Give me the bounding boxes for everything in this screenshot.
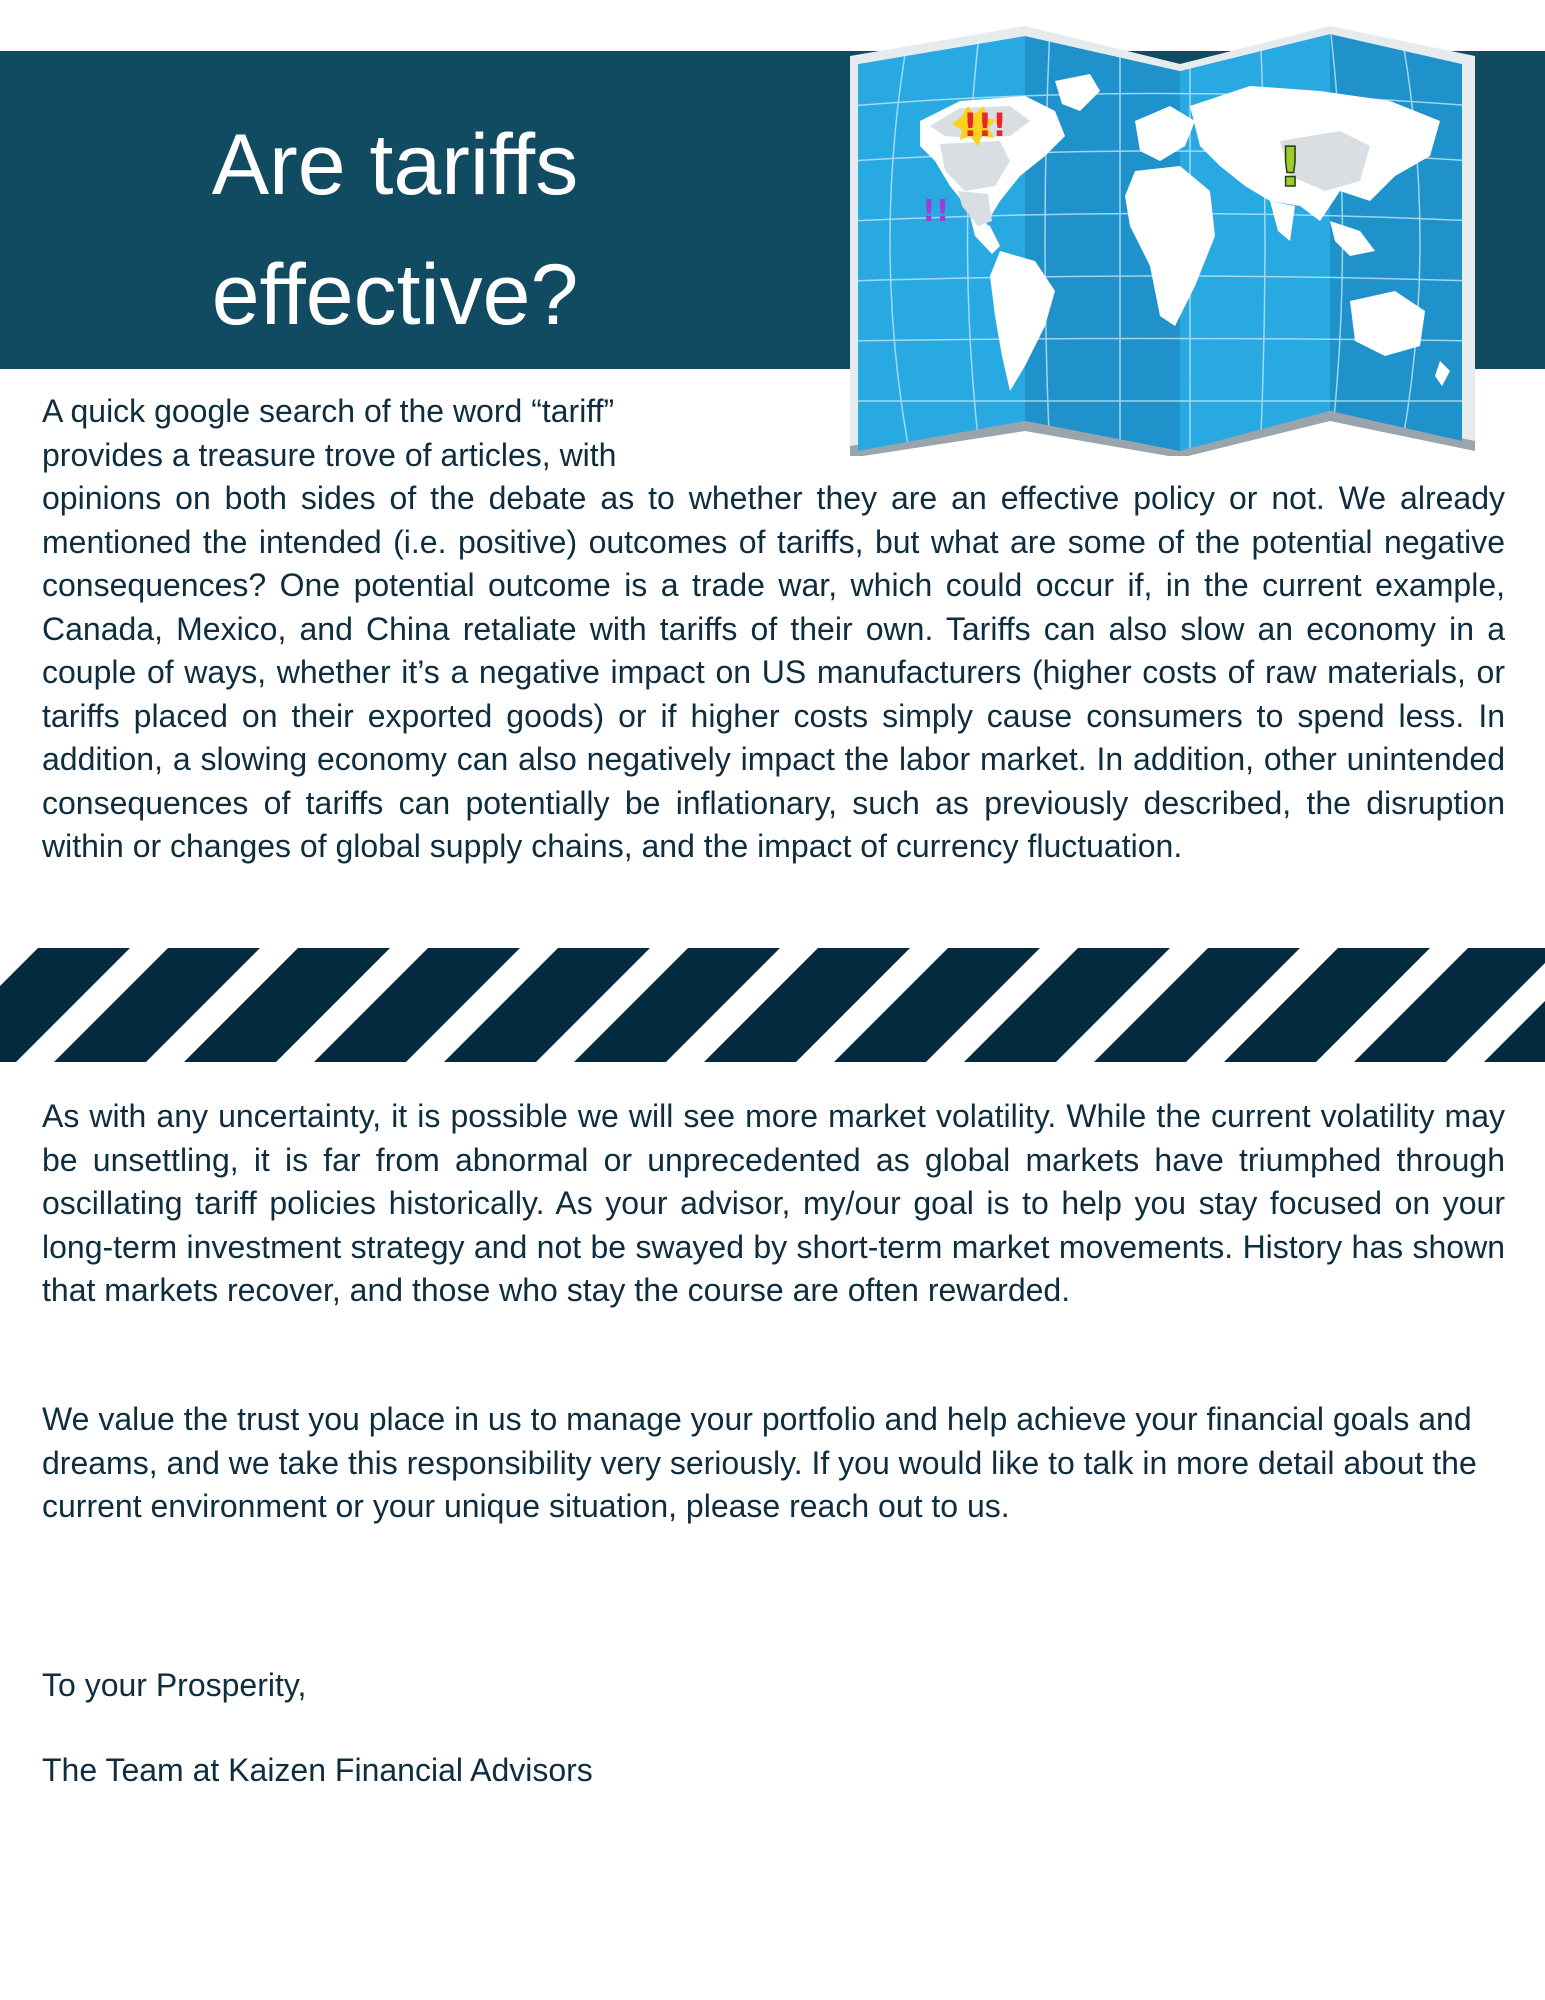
intro-rest: opinions on both sides of the debate as to whether they are an effective policy or not. We already mentioned the intended (i.e. positive) outcomes of tariffs, but what are some of the potential negative consequences? One potential outcome is a trade war, which could occur if, in the current example, Canada, Mexico, and China retaliate with tariffs of their own. Tariffs can also slow an economy in a couple of ways, whether it’s a negative impact on US manufacturers (higher costs of raw materials, or tariffs placed on their exported goods) or if higher costs simply cause consumers to spend less. In addition, a slowing economy can also negatively impact the labor market. In addition, other unintended consequences of tariffs can potentially be inflationary, such as previously described, the disruption within or changes of global supply chains, and the impact of currency fluctuation.: [42, 480, 1505, 864]
volatility-paragraph: As with any uncertainty, it is possible we will see more market volatility. While the current volatility may be unsettling, it is far from abnormal or unprecedented as global markets have triumphed through oscillating tariff policies historically. As your advisor, my/our goal is to help you stay focused on your long-term investment strategy and not be swayed by short-term market movements. History has shown that markets recover, and those who stay the course are often rewarded.: [42, 1098, 1505, 1308]
page-title: Are tariffs effective?: [211, 117, 579, 343]
closing-line: To your Prosperity,: [42, 1667, 307, 1703]
intro-first-lines: A quick google search of the word “tariff” provides a treasure trove of articles, with: [42, 393, 617, 473]
trust-paragraph: We value the trust you place in us to manage your portfolio and help achieve your financial goals and dreams, and we take this responsibility very seriously. If you would like to talk in more detail about the current environment or your unique situation, please reach out to us.: [42, 1401, 1477, 1524]
signature: The Team at Kaizen Financial Advisors: [42, 1752, 593, 1788]
purple-exclamation-icon: !!: [922, 194, 950, 229]
svg-text:!!!: !!!: [963, 106, 1007, 144]
green-exclamation-icon: !: [1278, 136, 1303, 199]
striped-divider: [0, 948, 1545, 1062]
intro-paragraph: [42, 390, 1505, 869]
